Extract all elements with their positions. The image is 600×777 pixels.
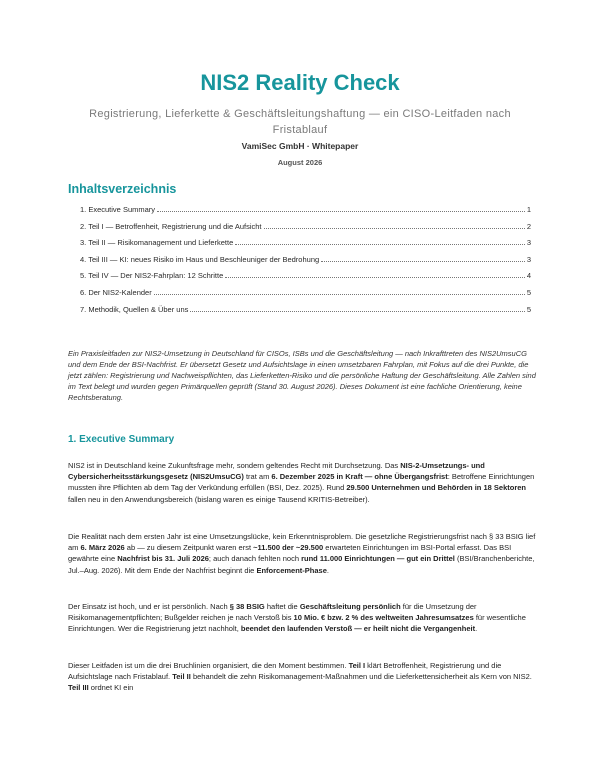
toc-entry[interactable] (80, 255, 531, 272)
toc-entry-page: 5 (526, 304, 531, 314)
body-paragraph: Der Einsatz ist hoch, und er ist persönlich. Nach § 38 BSIG haftet die Geschäftsleitung persönlich für die Umsetzung der Risikomanagementpflichten; Bußgelder reichen je nach Verstoß bis 10 Mio. € bzw. 2 % des weltweiten Jahresumsatzes für wesentliche Einrichtungen. Wer die Registrierung jetzt nachholt, beendet den laufenden Verstoß — er heilt nicht die Vergangenheit. (68, 602, 526, 634)
toc-heading: Inhaltsverzeichnis (68, 182, 177, 196)
toc-entry-title: 2. Teil I — Betroffenheit, Registrierung und die Aufsicht (80, 221, 262, 231)
body-paragraph: Dieser Leitfaden ist um die drei Bruchlinien organisiert, die den Moment bestimmen. Teil I klärt Betroffenheit, Registrierung und die Aufsichtslage nach Fristablauf. Teil II behandelt die zehn Risikomanagement-Maßnahmen und die Lieferkettensicherheit als Kern von NIS2. Teil III ordnet KI ein (68, 661, 532, 693)
toc-entry-page: 4 (526, 271, 531, 281)
toc-leader-dots (235, 244, 525, 245)
section-heading: 1. Executive Summary (68, 434, 175, 445)
toc-leader-dots (190, 311, 524, 312)
toc-entry-page: 1 (526, 205, 531, 214)
toc-entry[interactable] (80, 238, 531, 255)
toc-entry-title: 5. Teil IV — Der NIS2-Fahrplan: 12 Schritte (80, 271, 224, 281)
toc-entry[interactable] (80, 305, 531, 322)
document-subtitle: Registrierung, Lieferkette & Geschäftsleitungshaftung — ein CISO-Leitfaden nach Fristablauf (89, 108, 511, 136)
toc-entry[interactable] (80, 222, 531, 239)
body-paragraph: Die Realität nach dem ersten Jahr ist eine Umsetzungslücke, kein Erkenntnisproblem. Die gesetzliche Registrierungsfrist nach § 33 BSIG lief am 6. März 2026 ab — zu diesem Zeitpunkt waren erst ~11.500 der ~29.500 erwarteten Einrichtungen im BSI-Portal erfasst. Das BSI gewährte eine Nachfrist bis 31. Juli 2026; auch danach fehlten noch rund 11.000 Einrichtungen — gut ein Drittel (BSI/Branchenberichte, Jul.–Aug. 2026). Mit dem Ende der Nachfrist beginnt die Enforcement-Phase. (68, 532, 536, 575)
toc-entry-page: 3 (526, 238, 531, 248)
toc-entry-title: 3. Teil II — Risikomanagement und Lieferkette (80, 238, 234, 248)
body-paragraph: NIS2 ist in Deutschland keine Zukunftsfrage mehr, sondern geltendes Recht mit Durchsetzung. Das NIS-2-Umsetzungs- und Cybersicherheitsstärkungsgesetz (NIS2UmsuCG) trat am 6. Dezember 2025 in Kraft — ohne Übergangsfrist: Betroffene Einrichtungen mussten ihre Pflichten ab dem Tag der Verkündung erfüllen (BSI, Dez. 2025). Rund 29.500 Unternehmen und Behörden in 18 Sektoren fallen neu in den Anwendungsbereich (bislang waren es einige Tausend KRITIS-Betreiber). (68, 461, 535, 504)
toc-entry-title: 6. Der NIS2-Kalender (80, 287, 152, 297)
toc-entry[interactable] (80, 288, 531, 305)
toc-leader-dots (264, 228, 525, 229)
toc-entry-page: 2 (526, 221, 531, 231)
toc-entry-title: 1. Executive Summary (80, 205, 156, 214)
toc-entry[interactable] (80, 271, 531, 288)
intro-abstract: Ein Praxisleitfaden zur NIS2-Umsetzung in Deutschland für CISOs, ISBs und die Geschäftsleitung — nach Inkrafttreten des NIS2UmsuCG und dem Ende der BSI-Nachfrist. Er übersetzt Gesetz und Aufsichtslage in einen umsetzbaren Fahrplan, mit Fokus auf die drei Punkte, die jetzt zählen: Registrierung und Nachweispflichten, das Lieferketten-Risiko und die persönliche Haftung der Geschäftsleitung. Alle Zahlen sind im Text belegt und wurden gegen Primärquellen geprüft (Stand 30. August 2026). Dieses Dokument ist eine fachliche Orientierung, keine Rechtsberatung. (68, 349, 536, 402)
toc-entry[interactable] (80, 205, 531, 222)
toc-leader-dots (154, 294, 525, 295)
document-date: August 2026 (277, 158, 323, 167)
toc-leader-dots (321, 261, 525, 262)
toc-entry-title: 7. Methodik, Quellen & Über uns (80, 304, 189, 314)
toc-entry-page: 5 (526, 287, 531, 297)
toc-leader-dots (157, 211, 525, 212)
document-author: VamiSec GmbH · Whitepaper (241, 141, 359, 151)
document-title: NIS2 Reality Check (200, 70, 400, 95)
toc-entry-page: 3 (526, 254, 531, 264)
toc-leader-dots (225, 277, 525, 278)
toc-entry-title: 4. Teil III — KI: neues Risiko im Haus und Beschleuniger der Bedrohung (80, 254, 320, 264)
table-of-contents (80, 205, 531, 321)
